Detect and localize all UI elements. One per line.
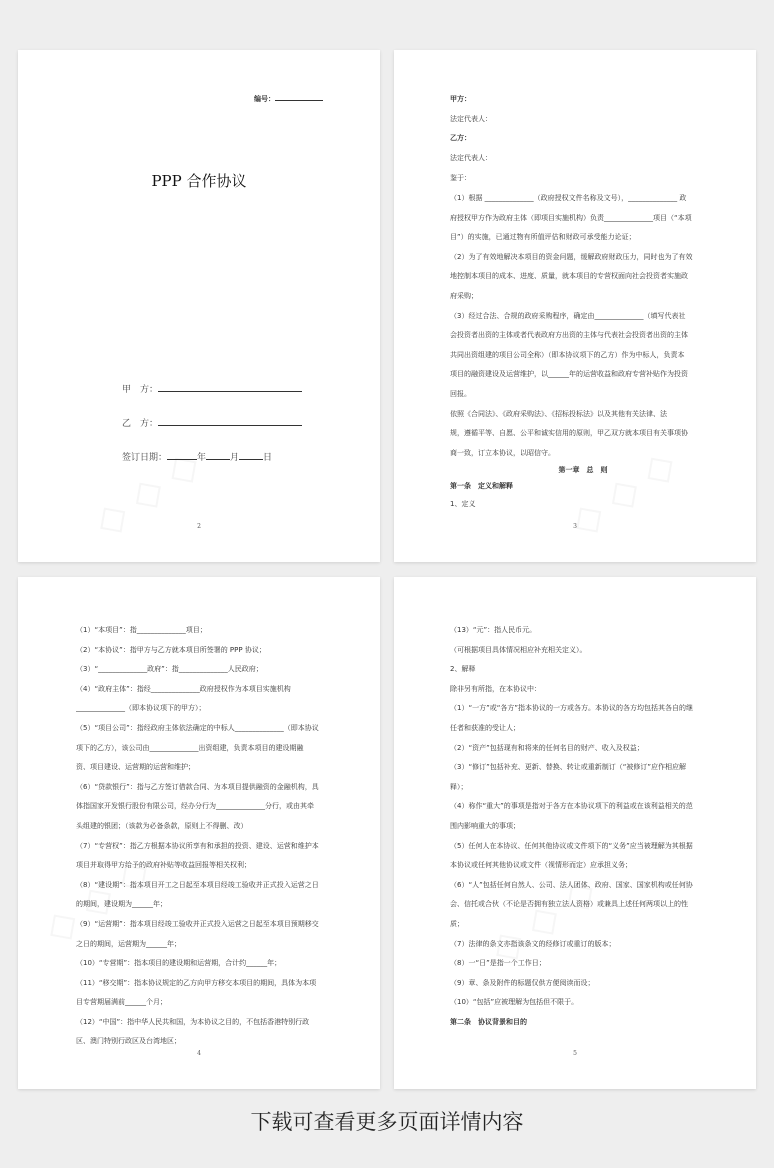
page-number: 2 [197, 523, 201, 530]
text-line: （13）“元”：指人民币元。 [450, 626, 537, 634]
text-line: （2）“本协议”：指甲方与乙方就本项目所签署的 PPP 协议； [76, 645, 266, 654]
text-line: （6）“贷款银行”：指与乙方签订借款合同、为本项目提供融资的金融机构，具 [76, 782, 319, 791]
document-page-2 [18, 50, 380, 562]
page-number: 3 [573, 523, 577, 530]
text-line: 乙方： [450, 134, 471, 143]
text-line: 目专营期届满前______个月； [76, 998, 167, 1007]
text-line: 鉴于： [450, 174, 471, 183]
text-line: 之日的期间，运营期为______年； [76, 939, 181, 948]
year-label: 年 [197, 453, 207, 463]
party-a-signature-line [122, 382, 302, 395]
text-line: （7）法律的条文亦指该条文的经修订或重订的版本； [450, 939, 616, 948]
page-number: 5 [573, 1050, 577, 1057]
page-number: 4 [197, 1050, 201, 1057]
party-a-blank [158, 390, 302, 392]
text-line: （8）一“日”是指一个工作日； [450, 959, 546, 968]
party-b-label: 乙 方： [122, 419, 159, 429]
contract-number-label: 编号： [254, 95, 275, 103]
text-line: 项目并取得甲方给予的政府补贴等收益回报等相关权利； [76, 861, 251, 870]
party-a-label: 甲 方： [122, 385, 159, 395]
text-line: （11）“移交期”：指本协议规定的乙方向甲方移交本项目的期间，具体为本项 [76, 978, 317, 987]
text-line: 府授权甲方作为政府主体（即项目实施机构）负责______________项目（“本项 [450, 213, 692, 222]
text-line: （1）“本项目”：指______________项目； [76, 626, 207, 634]
text-line: 目”）的实施，已通过物有所值评估和财政可承受能力论证； [450, 233, 636, 242]
text-line: 项目的融资建设及运营维护，以______年的运营收益和政府专营补贴作为投资 [450, 370, 688, 379]
text-line: 回报。 [450, 389, 471, 398]
text-line: 本协议或任何其他协议或文件（视情形而定）应承担义务； [450, 861, 632, 870]
text-line: （4）“政府主体”：指经______________政府授权作为本项目实施机构 [76, 684, 291, 693]
text-line: （9）章、条及附件的标题仅供方便阅读而设； [450, 978, 595, 987]
text-line: （1）根据 ______________（政府授权文件名称及文号），______________ 政 [450, 193, 687, 202]
sign-date-line [122, 450, 272, 463]
text-line: 头组建的银团；（该款为必备条款，原则上不得删、改） [76, 821, 248, 830]
text-line: （5）“项目公司”：指经政府主体依法确定的中标人______________（即本协议 [76, 723, 319, 732]
text-line: 依照《合同法》、《政府采购法》、《招标投标法》以及其他有关法律、法 [450, 409, 667, 418]
article-heading: 第二条 协议背景和目的 [450, 1017, 527, 1026]
day-label: 日 [263, 453, 273, 463]
month-blank [206, 458, 230, 460]
text-line: （4）称作“重大”的事项是指对于各方在本协议项下的利益或在该利益相关的范 [450, 802, 693, 811]
download-caption: 下载可查看更多页面详情内容 [250, 1110, 524, 1134]
text-line: 2、解释 [450, 665, 476, 674]
text-line: （10）“包括”应被理解为包括但不限于。 [450, 998, 579, 1007]
page-4-body [76, 621, 338, 1052]
text-line: 规，遵循平等、自愿、公平和诚实信用的原则，甲乙双方就本项目有关事项协 [450, 429, 688, 438]
contract-number-blank [275, 99, 323, 101]
document-page-4 [18, 577, 380, 1089]
text-line: （3）经过合法、合规的政府采购程序，确定由______________（填写代表社 [450, 311, 686, 320]
text-line: （2）为了有效地解决本项目的资金问题，缓解政府财政压力，同时也为了有效 [450, 252, 693, 261]
month-label: 月 [230, 453, 240, 463]
text-line: 围内影响重大的事项； [450, 821, 520, 830]
party-b-blank [158, 424, 302, 426]
text-line: ______________（即本协议项下的甲方）； [76, 704, 206, 713]
document-title: PPP 合作协议 [151, 172, 247, 190]
text-line: （1）“一方”或“各方”指本协议的一方或各方。本协议的各方均包括其各自的继 [450, 704, 693, 713]
text-line: 府采购； [450, 291, 478, 300]
text-line: 的期间，建设期为______年； [76, 900, 167, 909]
text-line: （可根据项目具体情况相应补充相关定义）。 [450, 645, 587, 654]
text-line: 商一致，订立本协议，以昭信守。 [450, 448, 555, 457]
text-line: 法定代表人： [450, 114, 492, 123]
page-3-body [450, 90, 716, 513]
text-line: （2）“资产”包括现有和将来的任何名目的财产、收入及权益； [450, 743, 644, 752]
text-line: 会、信托或合伙（不论是否拥有独立法人资格）或兼具上述任何两项以上的性 [450, 900, 688, 909]
year-blank [167, 458, 197, 460]
text-line: 体指国家开发银行股份有限公司，经办分行为______________分行，或由其牵 [76, 802, 314, 811]
text-line: （8）“建设期”：指本项目开工之日起至本项目经竣工验收并正式投入运营之日 [76, 880, 319, 889]
contract-number-field [254, 94, 323, 104]
document-page-5 [394, 577, 756, 1089]
text-line: 法定代表人： [450, 153, 492, 162]
party-b-signature-line [122, 416, 302, 429]
article-heading: 第一条 定义和解释 [450, 482, 513, 491]
text-line: 质； [450, 919, 464, 928]
day-blank [239, 458, 263, 460]
page-5-body [450, 621, 716, 1032]
text-line: （7）“专营权”：指乙方根据本协议所享有和承担的投资、建设、运营和维护本 [76, 841, 319, 850]
text-line: 地控制本项目的成本、进度、质量，就本项目的专营权面向社会投资者实施政 [450, 272, 688, 281]
text-line: （12）“中国”：指中华人民共和国，为本协议之目的，不包括香港特别行政 [76, 1017, 310, 1026]
text-line: （3）“______________政府”：指______________人民政府； [76, 665, 263, 674]
text-line: （6）“人”包括任何自然人、公司、法人团体、政府、国家、国家机构或任何协 [450, 880, 693, 889]
text-line: （5）任何人在本协议、任何其他协议或文件项下的“义务”应当被理解为其根据 [450, 841, 693, 850]
section-heading: 1、定义 [450, 500, 476, 509]
text-line: 释）； [450, 782, 468, 791]
text-line: 区、澳门特别行政区及台湾地区； [76, 1037, 181, 1046]
sign-date-label: 签订日期： [122, 453, 168, 463]
text-line: 资、项目建设、运营期的运营和维护； [76, 763, 195, 772]
chapter-heading: 第一章 总 则 [558, 466, 608, 475]
text-line: （10）“专营期”：指本项目的建设期和运营期，合计约______年； [76, 959, 282, 968]
text-line: 任者和获准的受让人； [450, 723, 520, 732]
text-line: 除非另有所指，在本协议中： [450, 684, 541, 693]
text-line: （3）“修订”包括补充、更新、替换、转让或重新制订（“被修订”应作相应解 [450, 763, 686, 772]
text-line: 项下的乙方），该公司由______________出资组建，负责本项目的建设期融 [76, 743, 304, 752]
text-line: 共同出资组建的项目公司全称）（即本协议项下的乙方）作为中标人，负责本 [450, 350, 685, 359]
text-line: 甲方： [450, 95, 471, 103]
text-line: 会投资者出资的主体或者代表政府方出资的主体与代表社会投资者出资的主体 [450, 331, 688, 340]
text-line: （9）“运营期”：指本项目经竣工验收并正式投入运营之日起至本项目预期移交 [76, 919, 319, 928]
document-page-3 [394, 50, 756, 562]
